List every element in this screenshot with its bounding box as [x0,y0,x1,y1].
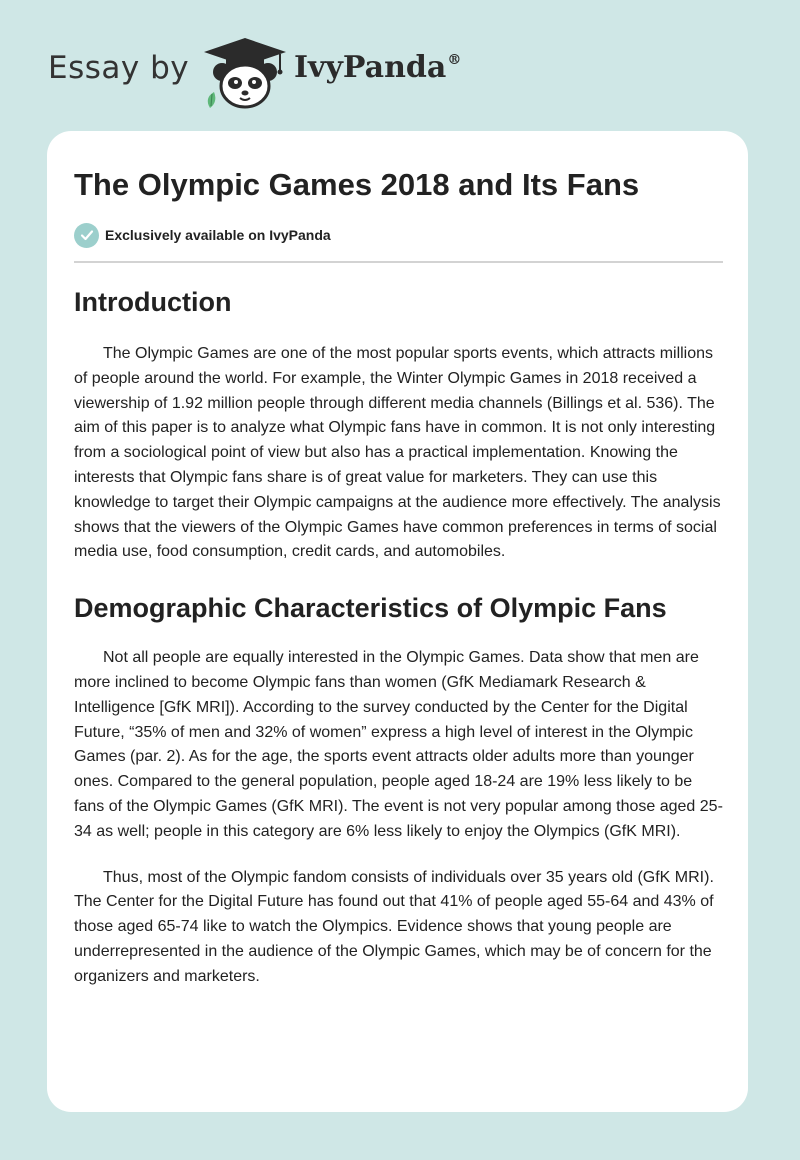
brand-name-text: IvyPanda [294,50,447,85]
check-mark-svg [80,228,94,242]
panda-logo-icon[interactable] [200,36,290,110]
title-divider [74,261,723,263]
paragraph: Not all people are equally interested in the Olympic Games. Data show that men are more inclined to become Olympic fans than women (GfK Mediamark Research & Intelligence [GfK MRI]). According to the survey conducted by the Center for the Digital Future, “35% of men and 32% of women” express a high level of interest in the Olympic Games (par. 2). As for the age, the sports event attracts older adults more than younger ones. Compared to the general population, people aged 18-24 are 19% less likely to be fans of the Olympic Games (GfK MRI). The event is not very popular among those aged 25-34 as well; people in this category are 6% less likely to enjoy the Olympics (GfK MRI). [74,649,723,840]
section-heading-introduction: Introduction [74,287,232,317]
site-header [48,30,508,110]
essay-title: The Olympic Games 2018 and Its Fans [74,167,640,202]
exclusive-badge-text: Exclusively available on IvyPanda [105,227,331,243]
paragraph: The Olympic Games are one of the most popular sports events, which attracts millions of people around the world. For example, the Winter Olympic Games in 2018 received a viewership of 1.92 million people through different media channels (Billings et al. 536). The aim of this paper is to analyze what Olympic fans have in common. It is not only interesting from a sociological point of view but also has a practical implementation. Knowing the interests that Olympic fans share is of great value for marketers. They can use this knowledge to target their Olympic campaigns at the audience more effectively. The analysis shows that the viewers of the Olympic Games have common preferences in terms of social media use, food consumption, credit cards, and automobiles. [74,345,721,561]
section-heading-demographics: Demographic Characteristics of Olympic Fans [74,593,667,624]
brand-prefix: Essay by [48,50,190,86]
exclusive-badge [74,222,331,248]
paragraph: Thus, most of the Olympic fandom consists of individuals over 35 years old (GfK MRI). The Center for the Digital Future has found out that 41% of people aged 55-64 and 43% of those aged 65-74 like to watch the Olympics. Evidence shows that young people are underrepresented in the audience of the Olympic Games, which may be of concern for the organizers and marketers. [74,868,714,985]
essay-card [47,131,748,1112]
check-circle-icon [74,223,99,248]
registered-mark: ® [447,52,462,68]
panda-logo-svg [200,36,290,110]
brand-name[interactable] [294,50,461,85]
essay-content [74,281,724,990]
